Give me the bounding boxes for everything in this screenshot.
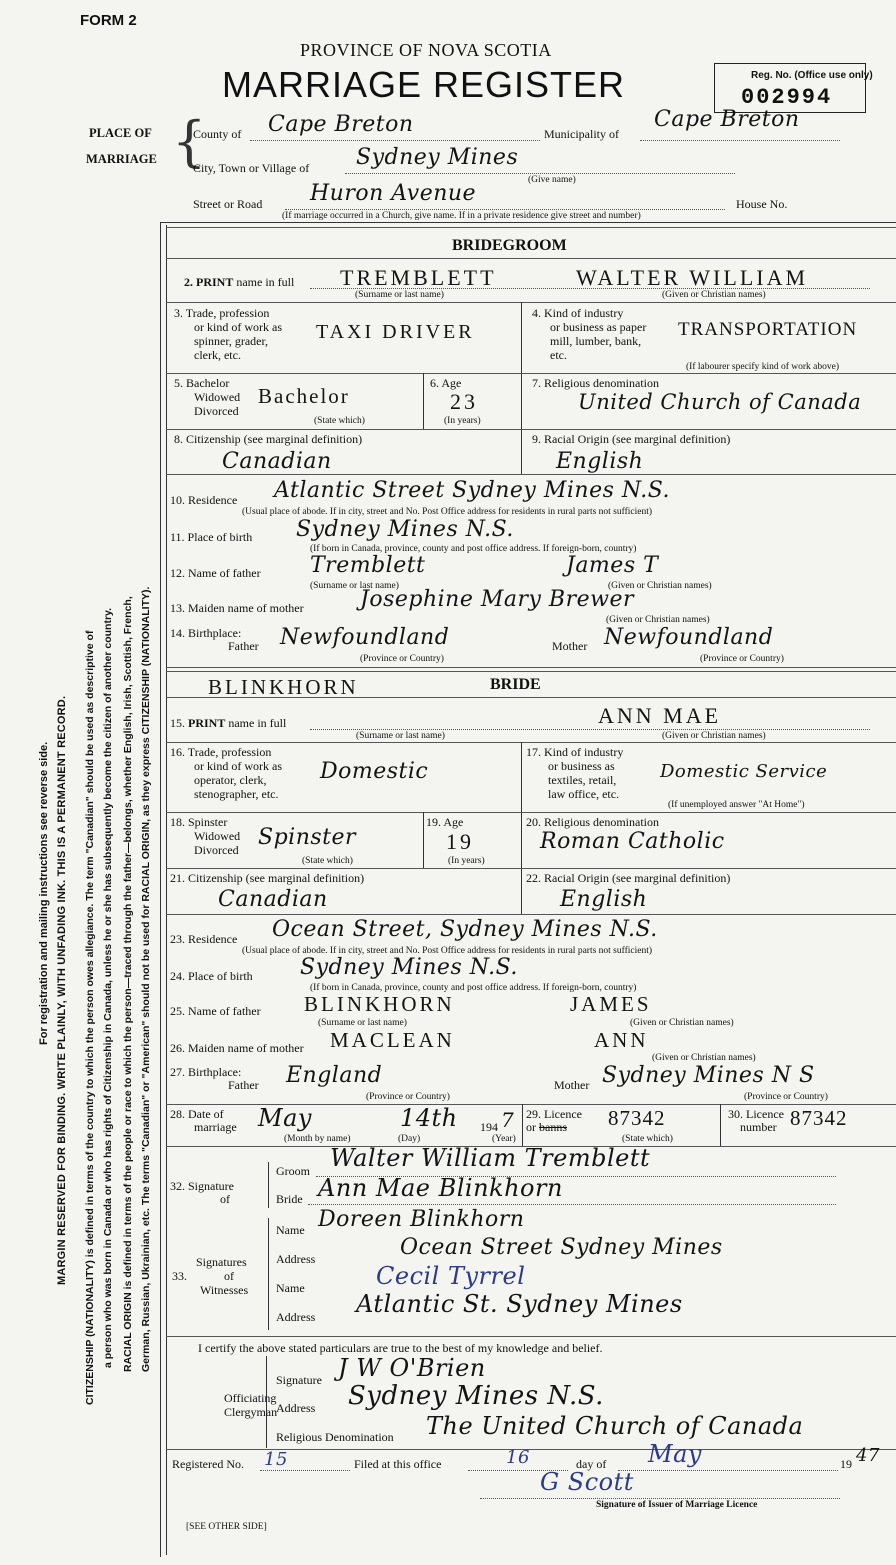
groom-rule-6 [166, 667, 896, 668]
bride-rule-4 [166, 868, 896, 869]
clergy-address-label: Address [276, 1401, 316, 1415]
groom-industry-label-1: 4. Kind of industry [532, 306, 624, 320]
issuer-signature: G Scott [540, 1468, 634, 1496]
groom-trade-label-2: or kind of work as [194, 320, 282, 334]
bride-religion: Roman Catholic [540, 829, 725, 854]
groom-bp-mother: Newfoundland [604, 625, 774, 650]
groom-given: WALTER WILLIAM [576, 265, 809, 290]
reg-no-box [714, 63, 873, 113]
witness-bracket [268, 1218, 269, 1330]
bride-col-divider [521, 742, 522, 914]
bride-industry-label-1: 17. Kind of industry [526, 745, 624, 759]
bride-bp-label-1: 27. Birthplace: [170, 1065, 242, 1079]
signature-label-2: of [220, 1192, 230, 1206]
margin-instructions-text: For registration and mailing instructions see reverse side. [38, 741, 50, 1045]
bride-industry-label-3: textiles, retail, [548, 773, 617, 787]
groom-industry-label-3: mill, lumber, bank, [550, 334, 642, 348]
bride-status-label-1: 18. Spinster [170, 815, 228, 829]
licence-label: 29. Licence [526, 1107, 582, 1121]
bride-residence: Ocean Street, Sydney Mines N.S. [272, 917, 658, 942]
groom-age-divider [423, 373, 424, 429]
bride-mother-given: ANN [594, 1028, 649, 1052]
citizenship-definition-2: a person who was born in Canada or who has rights of Citizenship in Canada, unless he or she has subsequently become the citizen of another country. [102, 607, 114, 1368]
groom-trade-label-4: clerk, etc. [194, 348, 241, 362]
registered-no-label: Registered No. [172, 1457, 244, 1471]
province-heading: PROVINCE OF NOVA SCOTIA [300, 40, 552, 60]
frame-top [160, 222, 896, 223]
clergy-label-2: Clergyman [224, 1405, 278, 1419]
give-name-caption: (Give name) [528, 175, 576, 185]
reg-no-label: Reg. No. (Office use only) [751, 70, 873, 81]
bride-residence-label: 23. Residence [170, 932, 238, 946]
w1-name-label: Name [276, 1223, 305, 1237]
groom-status-caption: (State which) [314, 416, 365, 426]
bride-bp-mother-caption: (Province or Country) [744, 1092, 828, 1102]
witness-label-3: Witnesses [200, 1283, 249, 1297]
bride-mother-caption: (Given or Christian names) [652, 1053, 756, 1063]
city-line [345, 173, 735, 174]
groom-residence-caption: (Usual place of abode. If in city, street and No. Post Office address for residents in rural parts not sufficient) [242, 507, 653, 517]
groom-racial-label: 9. Racial Origin (see marginal definition) [532, 432, 731, 446]
bride-sig-line [308, 1204, 836, 1205]
groom-print-label: 2. PRINT name in full [184, 275, 295, 289]
bride-bp-label-2: Father [228, 1078, 259, 1092]
reg-no-value: 002994 [741, 85, 833, 110]
bride-father-label: 25. Name of father [170, 1004, 261, 1018]
groom-father-given: James T [566, 553, 659, 578]
date-label-2: marriage [194, 1120, 237, 1134]
year-caption: (Year) [492, 1134, 516, 1144]
bride-mother-surname: MACLEAN [330, 1028, 455, 1052]
street-label: Street or Road [193, 197, 263, 211]
licence-no-label-1: 30. Licence [728, 1107, 784, 1121]
frame-top-inner [166, 227, 896, 228]
bride-rule-3 [166, 812, 896, 813]
day-of-label: day of [576, 1457, 607, 1471]
licence-number: 87342 [790, 1106, 848, 1130]
clergy-label-1: Officiating [224, 1391, 277, 1405]
groom-industry-label-2: or business as paper [550, 320, 647, 334]
clergy-signature: J W O'Brien [338, 1354, 486, 1382]
municipality-line [640, 140, 840, 141]
groom-age-label: 6. Age [430, 376, 462, 390]
filed-month-line [618, 1470, 838, 1471]
witness-label-1: Signatures [196, 1255, 247, 1269]
groom-status-label-3: Divorced [194, 404, 239, 418]
groom-trade-label-3: spinner, grader, [194, 334, 269, 348]
signature-label-1: 32. Signature [170, 1179, 234, 1193]
racial-definition-1: RACIAL ORIGIN is defined in terms of the people or race to which the person—traced through the father—belongs, whether English, Irish, Scottish, French, [122, 596, 134, 1372]
see-other-side: [SEE OTHER SIDE] [186, 1522, 267, 1532]
groom-age-caption: (In years) [444, 416, 481, 426]
groom-status-label-2: Widowed [194, 390, 241, 404]
groom-father-surname-caption: (Surname or last name) [310, 581, 399, 591]
bride-industry-note: (If unemployed answer "At Home") [668, 800, 805, 810]
witness1-name: Doreen Blinkhorn [318, 1207, 525, 1232]
issuer-caption: Signature of Issuer of Marriage Licence [596, 1500, 758, 1510]
bride-mother-label: 26. Maiden name of mother [170, 1041, 304, 1055]
groom-father-label: 12. Name of father [170, 566, 261, 580]
groom-birth-label: 11. Place of birth [170, 530, 253, 544]
county-label: County of [193, 127, 242, 141]
groom-industry: TRANSPORTATION [678, 319, 858, 340]
clergy-signature-label: Signature [276, 1373, 322, 1387]
county-value: Cape Breton [268, 112, 414, 137]
place-of-label: PLACE OF [89, 126, 152, 140]
witness-label-2: of [224, 1269, 234, 1283]
bridegroom-heading: BRIDEGROOM [452, 237, 567, 254]
groom-birth-caption: (If born in Canada, province, county and post office address. If foreign-born, country) [310, 544, 637, 554]
bride-surname-top: BLINKHORN [208, 675, 359, 699]
groom-rule-4 [166, 429, 896, 430]
bride-rule-2 [166, 742, 896, 743]
margin-binding-text: MARGIN RESERVED FOR BINDING. WRITE PLAINLY, WITH UNFADING INK. THIS IS A PERMANENT RECORD. [56, 695, 68, 1285]
bride-trade: Domestic [320, 759, 429, 784]
groom-age: 23 [450, 389, 478, 414]
issuer-line [480, 1498, 840, 1499]
bride-father-surname-caption: (Surname or last name) [318, 1018, 407, 1028]
groom-name-line [310, 288, 870, 289]
bride-rule-5 [166, 914, 896, 915]
licence-divider-2 [720, 1104, 721, 1146]
groom-citizenship-label: 8. Citizenship (see marginal definition) [174, 432, 363, 446]
bride-birth-caption: (If born in Canada, province, county and post office address. If foreign-born, country) [310, 983, 637, 993]
bride-residence-caption: (Usual place of abode. If in city, street and No. Post Office address for residents in rural parts not sufficient) [242, 946, 653, 956]
witness-rule [166, 1336, 896, 1337]
reg-no-line [260, 1470, 350, 1471]
certify-statement: I certify the above stated particulars are true to the best of my knowledge and belief. [198, 1341, 603, 1355]
day-caption: (Day) [398, 1134, 421, 1144]
bride-signature: Ann Mae Blinkhorn [318, 1174, 563, 1202]
groom-racial: English [556, 449, 644, 474]
licence-or-word: or [526, 1120, 536, 1134]
bride-surname-caption: (Surname or last name) [356, 731, 445, 741]
filed-day: 16 [506, 1447, 530, 1468]
bride-age-label: 19. Age [426, 815, 464, 829]
bride-birth: Sydney Mines N.S. [300, 955, 518, 980]
groom-status-label-1: 5. Bachelor [174, 376, 230, 390]
clergy-denomination: The United Church of Canada [426, 1412, 804, 1440]
groom-bp-label-1: 14. Birthplace: [170, 626, 242, 640]
bride-trade-label-1: 16. Trade, profession [170, 745, 272, 759]
clergy-address: Sydney Mines N.S. [348, 1381, 604, 1411]
groom-father-surname: Tremblett [310, 553, 426, 578]
municipality-value: Cape Breton [654, 107, 800, 132]
groom-given-caption: (Given or Christian names) [662, 290, 766, 300]
municipality-label: Municipality of [544, 127, 619, 141]
bride-status-caption: (State which) [302, 856, 353, 866]
bride-racial-label: 22. Racial Origin (see marginal definition) [526, 871, 731, 885]
place-brace: { [172, 110, 207, 173]
registered-no: 15 [264, 1449, 288, 1470]
street-value: Huron Avenue [310, 181, 477, 206]
bride-given: ANN MAE [598, 703, 722, 728]
frame-left-outer [160, 222, 161, 1557]
city-value: Sydney Mines [356, 145, 519, 170]
bride-citizenship: Canadian [218, 887, 328, 912]
bride-trade-label-2: or kind of work as [194, 759, 282, 773]
groom-birth: Sydney Mines N.S. [296, 517, 514, 542]
bride-rule-1 [166, 697, 896, 698]
bride-bp-mother-label: Mother [554, 1078, 590, 1092]
licence-banns-word: banns [539, 1120, 567, 1134]
licence-divider-1 [522, 1104, 523, 1146]
groom-rule-2 [166, 302, 896, 303]
bride-industry-label-4: law office, etc. [548, 787, 620, 801]
groom-trade-label-1: 3. Trade, profession [174, 306, 270, 320]
marriage-month: May [258, 1104, 312, 1132]
page-title: MARRIAGE REGISTER [222, 64, 626, 105]
witness2-address: Atlantic St. Sydney Mines [356, 1290, 683, 1318]
licence-or [526, 1121, 567, 1134]
groom-industry-note: (If labourer specify kind of work above) [686, 362, 839, 372]
groom-bp-label-2: Father [228, 639, 259, 653]
county-line [250, 140, 540, 141]
house-label: House No. [736, 197, 788, 211]
groom-bp-father: Newfoundland [280, 625, 450, 650]
bride-status: Spinster [258, 825, 357, 850]
frame-left-inner [166, 225, 167, 1555]
groom-mother: Josephine Mary Brewer [360, 587, 634, 612]
bride-age-caption: (In years) [448, 856, 485, 866]
bride-industry-label-2: or business as [548, 759, 615, 773]
witness1-address: Ocean Street Sydney Mines [400, 1235, 723, 1260]
groom-rule-3 [166, 373, 896, 374]
racial-definition-2: German, Russian, Ukrainian, etc. The terms "Canadian" or "American" should not be used for RACIAL ORIGIN, as they express CITIZENSHIP (NATIONALITY). [140, 586, 152, 1372]
w2-name-label: Name [276, 1281, 305, 1295]
city-label: City, Town or Village of [193, 161, 310, 175]
bride-trade-label-4: stenographer, etc. [194, 787, 279, 801]
denomination-label: Religious Denomination [276, 1430, 394, 1444]
groom-residence: Atlantic Street Sydney Mines N.S. [274, 478, 670, 503]
groom-mother-label: 13. Maiden name of mother [170, 601, 304, 615]
w2-address-label: Address [276, 1310, 316, 1324]
groom-rule-7 [166, 671, 896, 672]
bride-birth-label: 24. Place of birth [170, 969, 253, 983]
groom-signature: Walter William Tremblett [330, 1144, 651, 1172]
bride-status-label-3: Divorced [194, 843, 239, 857]
marriage-day: 14th [400, 1104, 458, 1132]
bride-father-given-caption: (Given or Christian names) [630, 1018, 734, 1028]
groom-rule-1 [166, 258, 896, 259]
bride-name-line [310, 729, 870, 730]
groom-status: Bachelor [258, 384, 350, 408]
month-caption: (Month by name) [284, 1134, 351, 1144]
street-line [285, 209, 725, 210]
groom-bp-mother-caption: (Province or Country) [700, 654, 784, 664]
licence-no-label-2: number [740, 1120, 777, 1134]
signature-bracket [268, 1162, 269, 1208]
bride-racial: English [560, 887, 648, 912]
groom-citizenship: Canadian [222, 449, 332, 474]
groom-industry-label-4: etc. [550, 348, 567, 362]
marriage-year-suffix: 7 [501, 1108, 515, 1132]
bride-religion-label: 20. Religious denomination [526, 815, 659, 829]
groom-father-given-caption: (Given or Christian names) [608, 581, 712, 591]
bride-given-caption: (Given or Christian names) [662, 731, 766, 741]
marriage-year-prefix: 194 [480, 1120, 498, 1134]
bride-industry: Domestic Service [660, 761, 828, 782]
bride-age: 19 [446, 829, 474, 854]
citizenship-definition-1: CITIZENSHIP (NATIONALITY) is defined in terms of the country to which the person owes allegiance. The term "Canadian" should be used as descriptive of [84, 630, 96, 1405]
bride-status-label-2: Widowed [194, 829, 241, 843]
groom-religion-label: 7. Religious denomination [532, 376, 659, 390]
bride-heading: BRIDE [490, 676, 541, 693]
date-label-1: 28. Date of [170, 1107, 224, 1121]
bride-bp-mother: Sydney Mines N S [602, 1063, 815, 1088]
bride-sig-label: Bride [276, 1192, 303, 1206]
groom-col-divider [521, 302, 522, 474]
filed-year-prefix: 19 [840, 1457, 852, 1471]
licence-caption: (State which) [622, 1134, 673, 1144]
form-number: FORM 2 [80, 12, 137, 29]
groom-surname: TREMBLETT [340, 265, 497, 290]
groom-residence-label: 10. Residence [170, 493, 238, 507]
groom-bp-mother-label: Mother [552, 639, 588, 653]
groom-religion: United Church of Canada [578, 390, 862, 414]
groom-trade: TAXI DRIVER [316, 321, 475, 343]
bride-bp-father-caption: (Province or Country) [366, 1092, 450, 1102]
bride-father-surname: BLINKHORN [304, 992, 455, 1016]
groom-surname-caption: (Surname or last name) [355, 290, 444, 300]
witness2-name: Cecil Tyrrel [376, 1262, 526, 1290]
filed-month: May [648, 1440, 702, 1468]
filed-year-suffix: 47 [856, 1445, 880, 1466]
w1-address-label: Address [276, 1252, 316, 1266]
bride-father-given: JAMES [570, 992, 652, 1016]
marriage-label: MARRIAGE [86, 152, 157, 166]
groom-bp-father-caption: (Province or Country) [360, 654, 444, 664]
bride-print-label: 15. PRINT name in full [170, 716, 287, 730]
bride-trade-label-3: operator, clerk, [194, 773, 267, 787]
bride-age-divider [423, 812, 424, 868]
bride-bp-father: England [286, 1063, 383, 1088]
licence-value: 87342 [608, 1106, 666, 1130]
groom-mother-caption: (Given or Christian names) [606, 615, 710, 625]
groom-rule-5 [166, 474, 896, 475]
witness-number: 33. [172, 1269, 187, 1283]
filed-label: Filed at this office [354, 1457, 442, 1471]
bride-citizenship-label: 21. Citizenship (see marginal definition) [170, 871, 365, 885]
groom-sig-label: Groom [276, 1164, 310, 1178]
place-note: (If marriage occurred in a Church, give name. If in a private residence give street and number) [282, 211, 641, 221]
